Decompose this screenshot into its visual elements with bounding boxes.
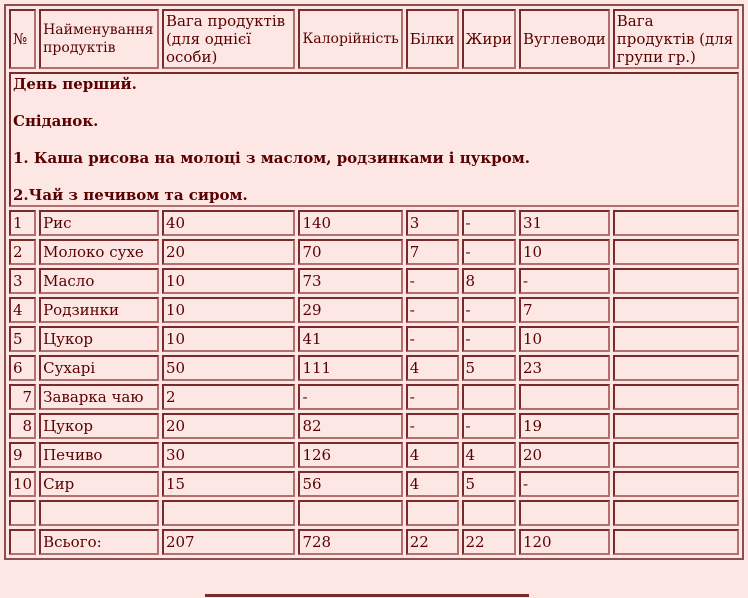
total-weight: 207 [162, 529, 296, 555]
row-name: Печиво [39, 442, 159, 468]
row-calories: 126 [298, 442, 402, 468]
row-num: 3 [9, 268, 36, 294]
total-carbs: 120 [519, 529, 610, 555]
day-title: День перший. [13, 75, 137, 93]
row-name: Заварка чаю [39, 384, 159, 410]
header-proteins: Білки [406, 9, 459, 69]
row-fats: - [462, 326, 516, 352]
row-weight [162, 500, 296, 526]
row-num: 5 [9, 326, 36, 352]
row-calories: 70 [298, 239, 402, 265]
header-weight-person: Вага продуктів (для однієї особи) [162, 9, 296, 69]
row-calories [298, 500, 402, 526]
row-calories: 56 [298, 471, 402, 497]
row-weight: 20 [162, 413, 296, 439]
total-num [9, 529, 36, 555]
row-num: 6 [9, 355, 36, 381]
row-fats: - [462, 239, 516, 265]
row-carbs: - [519, 471, 610, 497]
table-row [9, 413, 739, 439]
row-proteins: 7 [406, 239, 459, 265]
row-name: Сухарі [39, 355, 159, 381]
row-num: 9 [9, 442, 36, 468]
row-fats: - [462, 413, 516, 439]
row-calories: - [298, 384, 402, 410]
total-calories: 728 [298, 529, 402, 555]
row-proteins: 4 [406, 442, 459, 468]
row-group-weight [613, 355, 739, 381]
header-name: Найменування продуктів [39, 9, 159, 69]
row-name: Цукор [39, 326, 159, 352]
row-group-weight [613, 471, 739, 497]
row-calories: 73 [298, 268, 402, 294]
row-proteins: - [406, 384, 459, 410]
row-num: 1 [9, 210, 36, 236]
row-group-weight [613, 500, 739, 526]
row-carbs: 10 [519, 239, 610, 265]
row-group-weight [613, 442, 739, 468]
row-carbs: 7 [519, 297, 610, 323]
intro-cell [9, 72, 739, 207]
row-weight: 2 [162, 384, 296, 410]
row-fats: 4 [462, 442, 516, 468]
row-calories: 82 [298, 413, 402, 439]
header-row [9, 9, 739, 69]
row-group-weight [613, 239, 739, 265]
row-calories: 111 [298, 355, 402, 381]
bottom-divider [205, 594, 529, 597]
row-carbs: 31 [519, 210, 610, 236]
row-num: 7 [9, 384, 36, 410]
row-name: Сир [39, 471, 159, 497]
data-rows [9, 210, 739, 526]
total-label: Всього: [39, 529, 159, 555]
row-proteins: - [406, 326, 459, 352]
row-weight: 40 [162, 210, 296, 236]
row-num: 4 [9, 297, 36, 323]
row-proteins: - [406, 297, 459, 323]
table-row [9, 268, 739, 294]
row-num [9, 500, 36, 526]
row-name: Рис [39, 210, 159, 236]
total-proteins: 22 [406, 529, 459, 555]
row-weight: 50 [162, 355, 296, 381]
row-weight: 20 [162, 239, 296, 265]
row-name [39, 500, 159, 526]
row-weight: 30 [162, 442, 296, 468]
header-calories: Калорійність [298, 9, 402, 69]
row-num: 2 [9, 239, 36, 265]
row-calories: 140 [298, 210, 402, 236]
total-group-weight [613, 529, 739, 555]
row-proteins: 3 [406, 210, 459, 236]
table-row [9, 326, 739, 352]
row-fats: - [462, 297, 516, 323]
row-carbs: 23 [519, 355, 610, 381]
header-weight-group: Вага продуктів (для групи гр.) [613, 9, 739, 69]
row-proteins: 4 [406, 471, 459, 497]
header-fats: Жири [462, 9, 516, 69]
table-row [9, 355, 739, 381]
table-row [9, 297, 739, 323]
meal-title: Сніданок. [13, 112, 99, 130]
row-carbs: 20 [519, 442, 610, 468]
row-fats: 5 [462, 471, 516, 497]
row-proteins [406, 500, 459, 526]
row-proteins: 4 [406, 355, 459, 381]
row-carbs: - [519, 268, 610, 294]
row-weight: 10 [162, 268, 296, 294]
row-group-weight [613, 384, 739, 410]
row-fats [462, 384, 516, 410]
table-row [9, 210, 739, 236]
row-name: Родзинки [39, 297, 159, 323]
row-carbs: 19 [519, 413, 610, 439]
total-fats: 22 [462, 529, 516, 555]
row-fats [462, 500, 516, 526]
row-name: Молоко сухе [39, 239, 159, 265]
row-weight: 15 [162, 471, 296, 497]
row-carbs: 10 [519, 326, 610, 352]
row-carbs [519, 500, 610, 526]
row-weight: 10 [162, 326, 296, 352]
intro-row [9, 72, 739, 207]
table-row [9, 500, 739, 526]
header-carbs: Вуглеводи [519, 9, 610, 69]
row-fats: 5 [462, 355, 516, 381]
table-row [9, 442, 739, 468]
dish-2: 2.Чай з печивом та сиром. [13, 186, 248, 204]
row-group-weight [613, 297, 739, 323]
row-fats: - [462, 210, 516, 236]
row-num: 10 [9, 471, 36, 497]
row-calories: 41 [298, 326, 402, 352]
row-group-weight [613, 210, 739, 236]
row-proteins: - [406, 268, 459, 294]
row-fats: 8 [462, 268, 516, 294]
row-group-weight [613, 413, 739, 439]
row-proteins: - [406, 413, 459, 439]
row-name: Цукор [39, 413, 159, 439]
row-carbs [519, 384, 610, 410]
table-row [9, 239, 739, 265]
row-name: Масло [39, 268, 159, 294]
total-row [9, 529, 739, 555]
table-row [9, 471, 739, 497]
dish-1: 1. Каша рисова на молоці з маслом, родзинками і цукром. [13, 149, 530, 167]
row-group-weight [613, 326, 739, 352]
nutrition-table [4, 4, 744, 560]
table-row [9, 384, 739, 410]
header-num: № [9, 9, 36, 69]
row-weight: 10 [162, 297, 296, 323]
row-calories: 29 [298, 297, 402, 323]
row-group-weight [613, 268, 739, 294]
row-num: 8 [9, 413, 36, 439]
